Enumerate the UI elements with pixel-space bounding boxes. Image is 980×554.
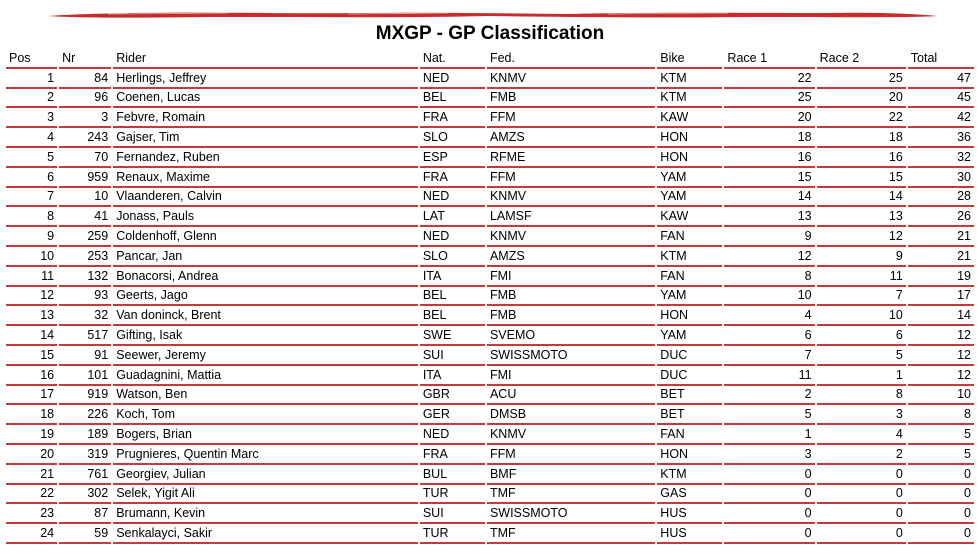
cell-bike: HON [657, 148, 722, 168]
cell-race-2: 20 [817, 89, 906, 109]
cell-race-2: 13 [817, 207, 906, 227]
table-row [6, 267, 974, 287]
cell-total: 0 [908, 485, 974, 505]
cell-nat: ESP [420, 148, 485, 168]
cell-nr: 761 [59, 465, 111, 485]
cell-pos: 11 [6, 267, 57, 287]
cell-race-1: 1 [724, 425, 814, 445]
table-row [6, 287, 974, 307]
header-brush-stroke [48, 10, 938, 20]
cell-race-2: 22 [817, 108, 906, 128]
cell-race-2: 3 [817, 405, 906, 425]
cell-rider: Koch, Tom [113, 405, 418, 425]
cell-race-1: 2 [724, 386, 814, 406]
cell-race-1: 5 [724, 405, 814, 425]
cell-fed: KNMV [487, 227, 655, 247]
cell-nr: 319 [59, 445, 111, 465]
cell-pos: 10 [6, 247, 57, 267]
cell-pos: 21 [6, 465, 57, 485]
cell-total: 10 [908, 386, 974, 406]
cell-total: 0 [908, 524, 974, 544]
cell-rider: Renaux, Maxime [113, 168, 418, 188]
cell-nr: 96 [59, 89, 111, 109]
cell-pos: 1 [6, 69, 57, 89]
cell-bike: YAM [657, 188, 722, 208]
cell-fed: KNMV [487, 188, 655, 208]
table-row [6, 524, 974, 544]
cell-nr: 226 [59, 405, 111, 425]
table-row [6, 386, 974, 406]
cell-rider: Pancar, Jan [113, 247, 418, 267]
cell-total: 12 [908, 326, 974, 346]
cell-race-1: 3 [724, 445, 814, 465]
cell-total: 0 [908, 504, 974, 524]
cell-race-2: 7 [817, 287, 906, 307]
cell-rider: Brumann, Kevin [113, 504, 418, 524]
cell-rider: Bogers, Brian [113, 425, 418, 445]
cell-rider: Vlaanderen, Calvin [113, 188, 418, 208]
cell-total: 30 [908, 168, 974, 188]
cell-race-1: 14 [724, 188, 814, 208]
cell-bike: HON [657, 445, 722, 465]
cell-rider: Geerts, Jago [113, 287, 418, 307]
cell-race-1: 10 [724, 287, 814, 307]
cell-rider: Guadagnini, Mattia [113, 366, 418, 386]
cell-nr: 70 [59, 148, 111, 168]
cell-bike: BET [657, 386, 722, 406]
cell-race-1: 25 [724, 89, 814, 109]
cell-bike: KTM [657, 465, 722, 485]
cell-nat: LAT [420, 207, 485, 227]
column-header-nr: Nr [59, 49, 111, 69]
cell-race-1: 0 [724, 504, 814, 524]
cell-nr: 93 [59, 287, 111, 307]
table-row [6, 445, 974, 465]
cell-pos: 9 [6, 227, 57, 247]
cell-nr: 959 [59, 168, 111, 188]
cell-bike: KAW [657, 108, 722, 128]
cell-race-2: 0 [817, 465, 906, 485]
cell-total: 21 [908, 247, 974, 267]
cell-total: 42 [908, 108, 974, 128]
table-row [6, 168, 974, 188]
cell-fed: ACU [487, 386, 655, 406]
cell-pos: 17 [6, 386, 57, 406]
cell-nat: SUI [420, 346, 485, 366]
classification-table [4, 49, 976, 544]
cell-nat: SLO [420, 128, 485, 148]
table-row [6, 326, 974, 346]
cell-race-2: 15 [817, 168, 906, 188]
cell-fed: SVEMO [487, 326, 655, 346]
cell-nr: 189 [59, 425, 111, 445]
cell-nr: 517 [59, 326, 111, 346]
cell-rider: Watson, Ben [113, 386, 418, 406]
cell-nat: BEL [420, 287, 485, 307]
cell-race-1: 9 [724, 227, 814, 247]
cell-rider: Fernandez, Ruben [113, 148, 418, 168]
cell-nr: 302 [59, 485, 111, 505]
cell-pos: 20 [6, 445, 57, 465]
cell-fed: FMB [487, 89, 655, 109]
table-row [6, 188, 974, 208]
column-header-rider: Rider [113, 49, 418, 69]
cell-race-2: 12 [817, 227, 906, 247]
cell-nr: 87 [59, 504, 111, 524]
cell-fed: FFM [487, 108, 655, 128]
cell-rider: Bonacorsi, Andrea [113, 267, 418, 287]
cell-nat: NED [420, 69, 485, 89]
cell-race-1: 0 [724, 524, 814, 544]
cell-rider: Febvre, Romain [113, 108, 418, 128]
cell-race-1: 12 [724, 247, 814, 267]
cell-pos: 8 [6, 207, 57, 227]
cell-total: 28 [908, 188, 974, 208]
cell-pos: 22 [6, 485, 57, 505]
cell-rider: Jonass, Pauls [113, 207, 418, 227]
cell-pos: 24 [6, 524, 57, 544]
cell-race-2: 4 [817, 425, 906, 445]
cell-bike: FAN [657, 425, 722, 445]
cell-total: 47 [908, 69, 974, 89]
table-row [6, 485, 974, 505]
cell-fed: LAMSF [487, 207, 655, 227]
cell-race-2: 11 [817, 267, 906, 287]
table-row [6, 346, 974, 366]
cell-bike: KTM [657, 69, 722, 89]
cell-fed: SWISSMOTO [487, 346, 655, 366]
cell-fed: FMB [487, 287, 655, 307]
cell-pos: 7 [6, 188, 57, 208]
cell-race-1: 11 [724, 366, 814, 386]
cell-pos: 16 [6, 366, 57, 386]
cell-nr: 59 [59, 524, 111, 544]
cell-nr: 91 [59, 346, 111, 366]
cell-race-1: 8 [724, 267, 814, 287]
cell-nr: 32 [59, 306, 111, 326]
cell-nat: TUR [420, 524, 485, 544]
table-row [6, 69, 974, 89]
cell-race-1: 0 [724, 485, 814, 505]
cell-bike: HON [657, 306, 722, 326]
cell-race-2: 1 [817, 366, 906, 386]
cell-race-1: 22 [724, 69, 814, 89]
cell-pos: 3 [6, 108, 57, 128]
cell-bike: KAW [657, 207, 722, 227]
cell-rider: Gifting, Isak [113, 326, 418, 346]
cell-nr: 253 [59, 247, 111, 267]
cell-race-1: 13 [724, 207, 814, 227]
cell-race-2: 8 [817, 386, 906, 406]
table-row [6, 425, 974, 445]
cell-race-1: 20 [724, 108, 814, 128]
cell-nat: BUL [420, 465, 485, 485]
cell-nr: 243 [59, 128, 111, 148]
cell-total: 36 [908, 128, 974, 148]
cell-fed: DMSB [487, 405, 655, 425]
cell-total: 5 [908, 445, 974, 465]
cell-race-1: 4 [724, 306, 814, 326]
cell-race-2: 10 [817, 306, 906, 326]
cell-pos: 13 [6, 306, 57, 326]
cell-bike: DUC [657, 346, 722, 366]
cell-nr: 84 [59, 69, 111, 89]
cell-nat: BEL [420, 89, 485, 109]
cell-total: 32 [908, 148, 974, 168]
table-row [6, 465, 974, 485]
cell-nr: 41 [59, 207, 111, 227]
cell-race-1: 0 [724, 465, 814, 485]
cell-total: 45 [908, 89, 974, 109]
cell-fed: KNMV [487, 69, 655, 89]
cell-fed: AMZS [487, 128, 655, 148]
table-row [6, 89, 974, 109]
cell-total: 26 [908, 207, 974, 227]
cell-race-1: 18 [724, 128, 814, 148]
table-row [6, 247, 974, 267]
cell-total: 0 [908, 465, 974, 485]
cell-fed: KNMV [487, 425, 655, 445]
cell-bike: KTM [657, 247, 722, 267]
cell-pos: 2 [6, 89, 57, 109]
cell-race-2: 25 [817, 69, 906, 89]
table-row [6, 148, 974, 168]
column-header-pos: Pos [6, 49, 57, 69]
cell-nat: ITA [420, 267, 485, 287]
cell-fed: FMB [487, 306, 655, 326]
cell-total: 14 [908, 306, 974, 326]
table-row [6, 207, 974, 227]
cell-rider: Prugnieres, Quentin Marc [113, 445, 418, 465]
cell-pos: 12 [6, 287, 57, 307]
cell-rider: Georgiev, Julian [113, 465, 418, 485]
column-header-total: Total [908, 49, 974, 69]
cell-pos: 18 [6, 405, 57, 425]
cell-total: 21 [908, 227, 974, 247]
cell-rider: Coldenhoff, Glenn [113, 227, 418, 247]
cell-bike: DUC [657, 366, 722, 386]
column-header-bike: Bike [657, 49, 722, 69]
cell-race-1: 16 [724, 148, 814, 168]
column-header-race-1: Race 1 [724, 49, 814, 69]
table-row [6, 405, 974, 425]
cell-rider: Seewer, Jeremy [113, 346, 418, 366]
cell-total: 19 [908, 267, 974, 287]
table-row [6, 227, 974, 247]
page-title: MXGP - GP Classification [375, 23, 605, 44]
cell-race-2: 5 [817, 346, 906, 366]
cell-nat: GER [420, 405, 485, 425]
cell-nat: TUR [420, 485, 485, 505]
table-row [6, 306, 974, 326]
cell-pos: 15 [6, 346, 57, 366]
cell-bike: YAM [657, 287, 722, 307]
cell-bike: HUS [657, 504, 722, 524]
cell-rider: Gajser, Tim [113, 128, 418, 148]
column-header-nat: Nat. [420, 49, 485, 69]
cell-bike: HUS [657, 524, 722, 544]
cell-fed: TMF [487, 524, 655, 544]
cell-nat: ITA [420, 366, 485, 386]
cell-total: 8 [908, 405, 974, 425]
cell-nat: BEL [420, 306, 485, 326]
cell-fed: FFM [487, 168, 655, 188]
cell-nr: 101 [59, 366, 111, 386]
cell-nr: 919 [59, 386, 111, 406]
cell-total: 12 [908, 366, 974, 386]
cell-fed: FFM [487, 445, 655, 465]
cell-nr: 3 [59, 108, 111, 128]
cell-nat: GBR [420, 386, 485, 406]
cell-nat: SLO [420, 247, 485, 267]
table-row [6, 504, 974, 524]
cell-fed: AMZS [487, 247, 655, 267]
table-row [6, 366, 974, 386]
cell-race-2: 14 [817, 188, 906, 208]
cell-nat: NED [420, 188, 485, 208]
cell-nat: NED [420, 425, 485, 445]
cell-bike: GAS [657, 485, 722, 505]
cell-bike: YAM [657, 168, 722, 188]
cell-nat: FRA [420, 108, 485, 128]
cell-rider: Herlings, Jeffrey [113, 69, 418, 89]
column-header-fed: Fed. [487, 49, 655, 69]
cell-pos: 4 [6, 128, 57, 148]
cell-bike: HON [657, 128, 722, 148]
cell-bike: KTM [657, 89, 722, 109]
cell-nr: 132 [59, 267, 111, 287]
cell-race-2: 16 [817, 148, 906, 168]
cell-race-1: 15 [724, 168, 814, 188]
cell-total: 17 [908, 287, 974, 307]
cell-nat: SUI [420, 504, 485, 524]
cell-bike: FAN [657, 267, 722, 287]
cell-fed: FMI [487, 366, 655, 386]
cell-bike: FAN [657, 227, 722, 247]
cell-fed: BMF [487, 465, 655, 485]
cell-nr: 259 [59, 227, 111, 247]
cell-pos: 5 [6, 148, 57, 168]
cell-race-2: 9 [817, 247, 906, 267]
cell-rider: Coenen, Lucas [113, 89, 418, 109]
cell-pos: 23 [6, 504, 57, 524]
table-header-row [6, 49, 974, 69]
cell-rider: Selek, Yigit Ali [113, 485, 418, 505]
cell-nat: SWE [420, 326, 485, 346]
cell-total: 12 [908, 346, 974, 366]
cell-race-2: 18 [817, 128, 906, 148]
cell-pos: 14 [6, 326, 57, 346]
cell-rider: Senkalayci, Sakir [113, 524, 418, 544]
column-header-race-2: Race 2 [817, 49, 906, 69]
table-row [6, 128, 974, 148]
cell-fed: TMF [487, 485, 655, 505]
cell-pos: 19 [6, 425, 57, 445]
cell-bike: YAM [657, 326, 722, 346]
cell-nat: FRA [420, 168, 485, 188]
cell-bike: BET [657, 405, 722, 425]
cell-race-2: 0 [817, 524, 906, 544]
cell-race-2: 0 [817, 504, 906, 524]
cell-nat: NED [420, 227, 485, 247]
cell-pos: 6 [6, 168, 57, 188]
cell-fed: RFME [487, 148, 655, 168]
cell-race-1: 7 [724, 346, 814, 366]
cell-race-2: 6 [817, 326, 906, 346]
cell-race-2: 2 [817, 445, 906, 465]
cell-race-2: 0 [817, 485, 906, 505]
table-row [6, 108, 974, 128]
cell-total: 5 [908, 425, 974, 445]
cell-nr: 10 [59, 188, 111, 208]
cell-rider: Van doninck, Brent [113, 306, 418, 326]
cell-fed: SWISSMOTO [487, 504, 655, 524]
cell-fed: FMI [487, 267, 655, 287]
cell-race-1: 6 [724, 326, 814, 346]
cell-nat: FRA [420, 445, 485, 465]
